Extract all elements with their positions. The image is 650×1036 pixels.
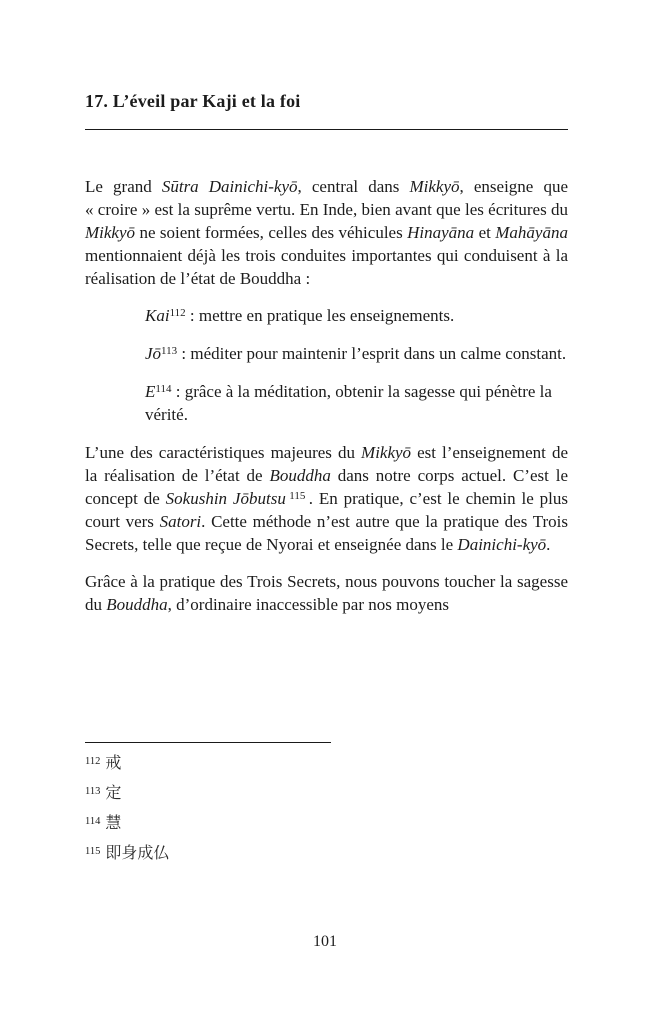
- footnote-text: 定: [105, 785, 122, 802]
- italic-term: Mikkyō: [409, 177, 460, 196]
- footnote-list: [85, 752, 568, 863]
- italic-term: Sokushin Jōbutsu: [165, 489, 286, 508]
- paragraph: [85, 570, 568, 616]
- italic-term: Kai: [145, 306, 170, 325]
- footnote-number: 112: [85, 756, 101, 767]
- text-run: : méditer pour maintenir l’esprit dans un calme constant.: [177, 344, 567, 363]
- text-run: : mettre en pratique les enseignements.: [185, 306, 455, 325]
- text-run: , enseigne que « croire » est la suprême vertu. En Inde, bien avant que les écritures du: [85, 177, 569, 219]
- body-text: [85, 175, 568, 616]
- indented-list-item: [145, 304, 568, 327]
- text-run: et: [474, 223, 496, 242]
- page-content: [85, 90, 568, 630]
- paragraph: [85, 441, 568, 556]
- footnote: [85, 752, 568, 773]
- page-number: 101: [313, 933, 337, 950]
- footnotes-section: [85, 742, 568, 863]
- footnote-reference: 113: [161, 345, 178, 357]
- italic-term: Dainichi-kyō: [457, 535, 547, 554]
- text-run: ne soient formées, celles des véhicules: [135, 223, 408, 242]
- text-run: dans notre corps actuel. C’est le concept de: [85, 466, 568, 508]
- text-run: , d’ordinaire inaccessible par nos moyens: [167, 595, 449, 614]
- italic-term: Bouddha: [269, 466, 331, 485]
- italic-term: Jō: [145, 344, 162, 363]
- text-run: est l’enseignement de la réalisation de l’état de: [85, 443, 568, 485]
- footnote-text: 戒: [105, 755, 122, 772]
- chapter-heading: 17. L’éveil par Kaji et la foi: [85, 91, 301, 111]
- text-run: mentionnaient déjà les trois conduites importantes qui conduisent à la réalisation de l’état de Bouddha :: [85, 246, 568, 288]
- footnote-number: 115: [85, 846, 101, 857]
- italic-term: Sūtra Dainichi-kyō: [161, 177, 298, 196]
- footnote-rule: [85, 742, 331, 743]
- footnote-reference: 112: [169, 307, 186, 319]
- italic-term: E: [145, 382, 156, 401]
- footnote: [85, 812, 568, 833]
- text-run: : grâce à la méditation, obtenir la sagesse qui pénètre la vérité.: [145, 382, 552, 424]
- italic-term: Bouddha: [106, 595, 168, 614]
- footnote-reference: 114: [155, 383, 172, 395]
- italic-term: Mikkyō: [85, 223, 136, 242]
- footnote-number: 114: [85, 816, 101, 827]
- italic-term: Hinayāna: [407, 223, 475, 242]
- footnote-text: 即身成仏: [105, 845, 170, 862]
- text-run: . En pratique, c’est le chemin le plus court vers: [85, 489, 568, 531]
- text-run: Le grand: [85, 177, 162, 196]
- footnote-text: 慧: [105, 815, 122, 832]
- paragraph: [85, 175, 568, 290]
- italic-term: Mahāyāna: [495, 223, 568, 242]
- text-run: Grâce à la pratique des Trois Secrets, nous pouvons toucher la sagesse du: [85, 572, 568, 614]
- footnote: [85, 842, 568, 863]
- text-run: , central dans: [297, 177, 410, 196]
- text-run: L’une des caractéristiques majeures du: [85, 443, 362, 462]
- indented-list-item: [145, 380, 568, 426]
- indented-list-item: [145, 342, 568, 365]
- italic-term: Satori: [159, 512, 202, 531]
- footnote: [85, 782, 568, 803]
- heading-rule: [85, 129, 568, 130]
- footnote-number: 113: [85, 786, 101, 797]
- italic-term: Mikkyō: [361, 443, 412, 462]
- text-run: .: [546, 535, 551, 554]
- footnote-reference: 115: [289, 490, 306, 502]
- text-run: . Cette méthode n’est autre que la pratique des Trois Secrets, telle que reçue de Nyorai et enseignée dans le: [85, 512, 568, 554]
